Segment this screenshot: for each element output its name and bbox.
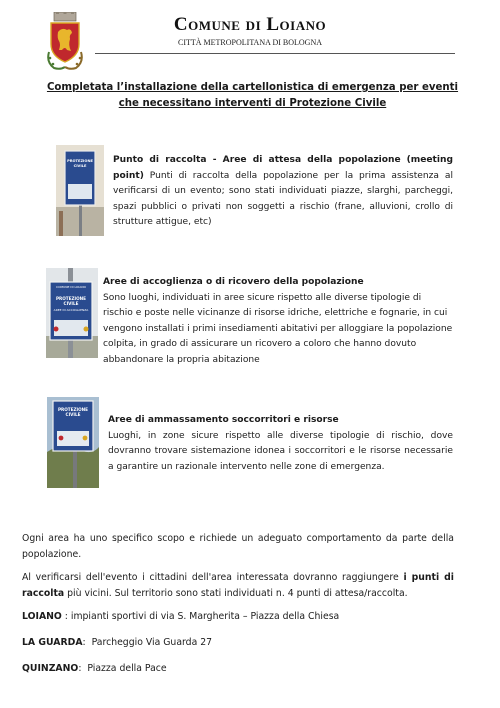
location-separator: : (82, 637, 92, 648)
reception-area-sign-photo (46, 268, 98, 358)
section-title: Aree di accoglienza o di ricovero della popolazione (103, 277, 364, 287)
sign-header-text: COMUNE DI LOIANO (56, 285, 86, 289)
section-meeting-point (113, 153, 453, 231)
municipality-subtitle: CITTÀ METROPOLITANA DI BOLOGNA (177, 38, 322, 47)
rescuers-area-sign-photo (47, 397, 99, 488)
sign-main-text: PROTEZIONE CIVILE (55, 296, 87, 306)
meeting-point-sign-photo (56, 145, 104, 236)
section-title-suffix: (meeting point) (113, 155, 453, 181)
sign-sub-text: AREE DI ACCOGLIENZA (53, 308, 89, 312)
section-reception-area (103, 275, 453, 368)
location-name: LOIANO (22, 611, 62, 622)
location-name: QUINZANO (22, 663, 79, 674)
section-title: Aree di ammassamento soccorritori e risorse (108, 415, 339, 425)
footer-paragraph-collection-points (22, 570, 454, 601)
section-title: Punto di raccolta - Aree di attesa della popolazione (113, 155, 401, 165)
location-name: LA GUARDA (22, 637, 83, 648)
section-body: Punti di raccolta della popolazione per la prima assistenza al verificarsi di un evento; sono stati individuati piazze, slarghi, parcheggi, spazi pubblici o privati non soggetti a rischio (frane, alluvioni, crollo di strutture attigue, etc) (113, 170, 453, 227)
section-body: Sono luoghi, individuati in aree sicure rispetto alle diverse tipologie di rischio e poste nelle vicinanze di risorse idriche, elettriche e fognarie, in cui vengono installati i primi insediamenti abitativi per alloggiare la popolazione colpita, in grado di assicurare un ricovero a coloro che hanno dovuto abbandonare la propria abitazione (103, 292, 453, 365)
footer-emphasis: raccolta (22, 587, 65, 599)
location-place: impianti sportivi di via S. Margherita – Piazza della Chiesa (70, 611, 340, 622)
headline: Completata l’installazione della cartellonistica di emergenza per eventi che necessitano interventi di Protezione Civile (46, 82, 459, 109)
location-place: Parcheggio Via Guarda 27 (91, 637, 213, 648)
footer-paragraph-behavior: Ogni area ha uno specifico scopo e richiede un adeguato comportamento da parte della popolazione. (22, 533, 454, 560)
coat-of-arms-icon (46, 12, 84, 72)
footer-emphasis: i punti di (403, 572, 454, 583)
location-item (22, 609, 454, 625)
footer-text: Al verificarsi dell'evento i cittadini dell'area interessata dovranno raggiungere (22, 572, 404, 583)
sign-text: PROTEZIONE CIVILE (67, 159, 93, 168)
location-item (22, 661, 454, 677)
footer-text: più vicini. Sul territorio sono stati individuati n. 4 punti di attesa/raccolta. (64, 587, 408, 599)
municipality-title: Comune di Loiano (173, 14, 327, 35)
sign-main-text: PROTEZIONE CIVILE (57, 407, 89, 417)
location-separator: : (78, 663, 88, 674)
location-separator: : (61, 611, 71, 622)
section-rescuers-area (108, 413, 453, 475)
header-divider (95, 53, 455, 54)
section-body: Luoghi, in zone sicure rispetto alle diverse tipologie di rischio, dove dovranno trovare sistemazione idonea i soccorritori e le risorse necessarie a garantire un razionale intervento nelle zone di emergenza. (108, 430, 453, 472)
location-place: Piazza della Pace (87, 663, 167, 674)
location-item (22, 635, 454, 651)
